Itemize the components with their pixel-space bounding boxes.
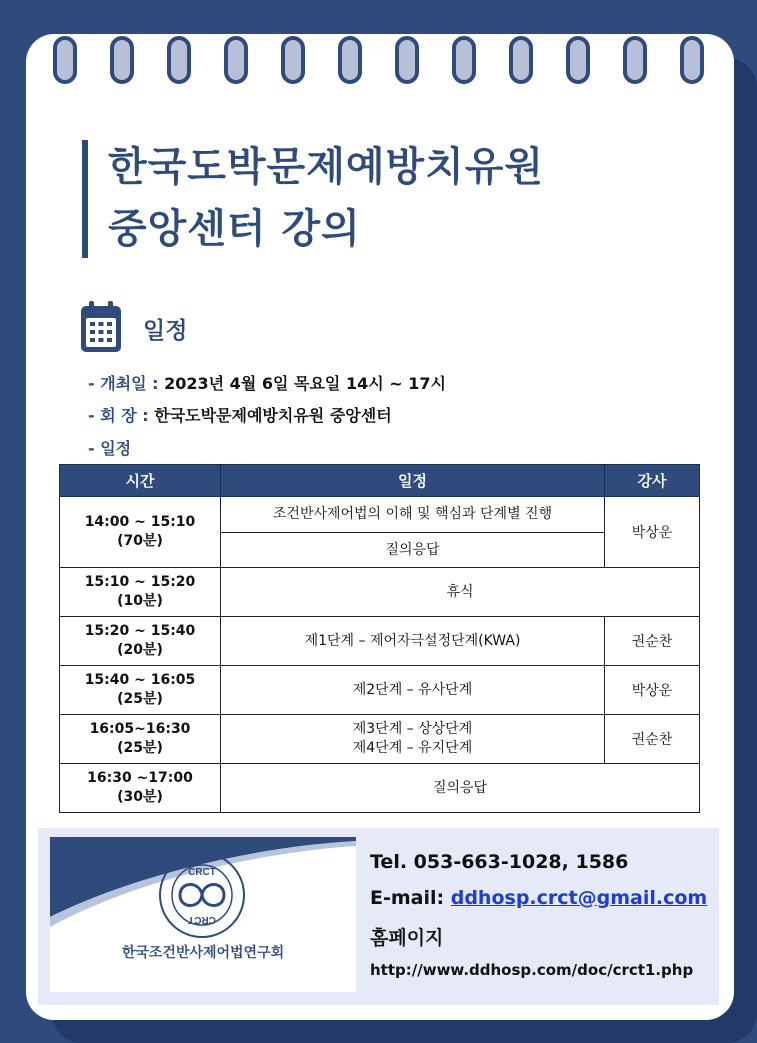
binder-ring (394, 36, 420, 84)
binder-ring (280, 36, 306, 84)
content-cell: 제2단계 – 유사단계 (221, 666, 605, 715)
contact-email (370, 887, 707, 909)
homepage-label: 홈페이지 (370, 927, 444, 949)
binder-ring (679, 36, 705, 84)
instructor-cell: 권순찬 (605, 617, 700, 666)
binder-ring (166, 36, 192, 84)
homepage-url[interactable]: http://www.ddhosp.com/doc/crct1.php (370, 961, 694, 979)
content-cell: 질의응답 (221, 764, 700, 813)
time-range: 14:00 ~ 15:10 (84, 514, 196, 530)
organization-logo (50, 837, 356, 992)
email-label: E-mail: (370, 887, 451, 909)
time-cell (60, 497, 221, 568)
time-range: 15:20 ~ 15:40 (84, 623, 196, 639)
info-schedule (88, 436, 131, 459)
content-cell: 휴식 (221, 568, 700, 617)
content-cell: 조건반사제어법의 이해 및 핵심과 단계별 진행 (221, 497, 605, 533)
content-line-2: 제4단계 – 유지단계 (352, 740, 473, 756)
binder-ring (109, 36, 135, 84)
binder-ring (565, 36, 591, 84)
table-row (60, 764, 700, 813)
content-cell (221, 715, 605, 764)
binder-ring (52, 36, 78, 84)
page-title (108, 136, 544, 260)
duration: (70분) (117, 533, 163, 549)
title-accent-bar (82, 140, 88, 258)
content-cell: 제1단계 – 제어자극설정단계(KWA) (221, 617, 605, 666)
logo-organization-name: 한국조건반사제어법연구회 (121, 945, 285, 961)
info-date-label: - 개최일 : (88, 374, 165, 393)
binder-ring (223, 36, 249, 84)
logo-badge-text: CRCT (188, 867, 216, 878)
table-row (60, 497, 700, 533)
calendar-icon (80, 301, 122, 353)
duration: (10분) (117, 593, 163, 609)
time-cell (60, 568, 221, 617)
binder-ring (622, 36, 648, 84)
contact-tel: Tel. 053-663-1028, 1586 (370, 851, 629, 873)
title-line-2: 중앙센터 강의 (108, 206, 361, 252)
header-instructor: 강사 (605, 465, 700, 497)
info-venue-label: - 회 장 : (88, 406, 155, 425)
instructor-cell: 박상운 (605, 497, 700, 568)
binder-ring (337, 36, 363, 84)
table-row (60, 715, 700, 764)
email-link[interactable]: ddhosp.crct@gmail.com (450, 887, 708, 909)
info-date (88, 371, 446, 394)
content-line-1: 제3단계 – 상상단계 (352, 721, 473, 737)
logo-graphic (50, 837, 356, 992)
table-row (60, 666, 700, 715)
info-venue (88, 403, 392, 426)
time-range: 16:30 ~17:00 (87, 770, 193, 786)
time-cell (60, 666, 221, 715)
duration: (20분) (117, 642, 163, 658)
instructor-cell: 권순찬 (605, 715, 700, 764)
time-cell (60, 617, 221, 666)
instructor-cell: 박상운 (605, 666, 700, 715)
duration: (30분) (117, 789, 163, 805)
header-time: 시간 (60, 465, 221, 497)
info-schedule-label: - 일정 (88, 439, 132, 458)
binder-ring (508, 36, 534, 84)
table-row (60, 617, 700, 666)
section-title-schedule: 일정 (143, 318, 188, 344)
info-venue-value: 한국도박문제예방치유원 중앙센터 (154, 406, 392, 425)
header-schedule: 일정 (221, 465, 605, 497)
time-cell (60, 715, 221, 764)
table-row (60, 568, 700, 617)
time-range: 15:40 ~ 16:05 (84, 672, 196, 688)
duration: (25분) (117, 740, 163, 756)
content-cell: 질의응답 (221, 533, 605, 568)
info-date-value: 2023년 4월 6일 목요일 14시 ~ 17시 (164, 374, 446, 393)
time-cell (60, 764, 221, 813)
time-range: 16:05~16:30 (89, 721, 191, 737)
svg-text:CRCT: CRCT (188, 914, 216, 925)
binder-ring (451, 36, 477, 84)
duration: (25분) (117, 691, 163, 707)
schedule-table (59, 464, 700, 813)
table-header-row (60, 465, 700, 497)
time-range: 15:10 ~ 15:20 (84, 574, 196, 590)
title-line-1: 한국도박문제예방치유원 (108, 144, 545, 190)
